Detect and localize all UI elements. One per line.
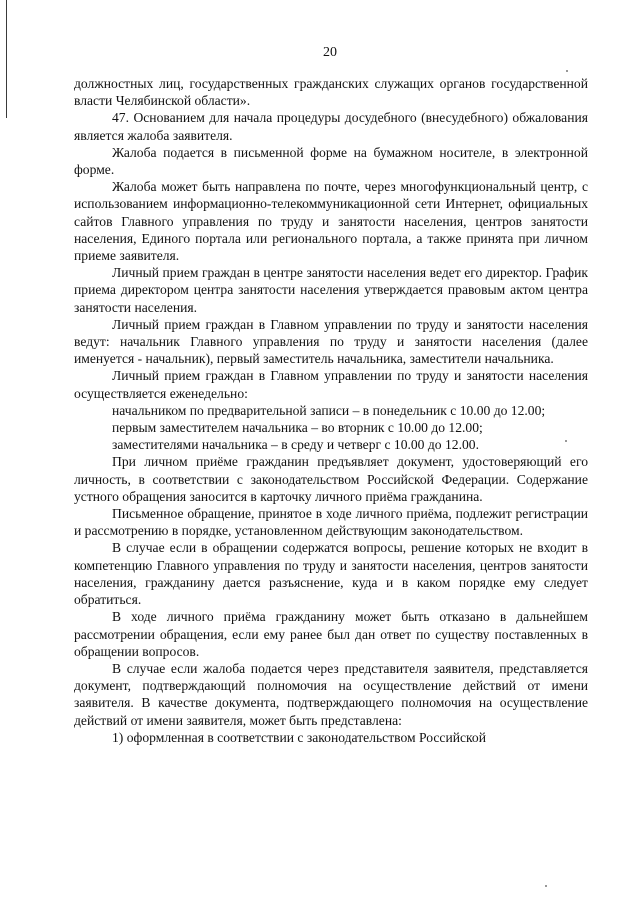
paragraph: Личный прием граждан в Главном управлении по труду и занятости населения ведут: начальник Главного управления по труду и занятости населения (далее именуется - начальник), первый заместитель начальника, заместители начальника. — [74, 316, 588, 367]
paragraph: Письменное обращение, принятое в ходе личного приёма, подлежит регистрации и рассмотрению в порядке, установленном действующим законодательством. — [74, 506, 588, 539]
scan-speck — [545, 885, 547, 887]
paragraph: должностных лиц, государственных гражданских служащих органов государственной власти Челябинской области». — [74, 76, 588, 109]
page-number: 20 — [323, 45, 337, 60]
paragraph: начальником по предварительной записи – в понедельник с 10.00 до 12.00; — [112, 402, 546, 418]
paragraph: первым заместителем начальника – во вторник с 10.00 до 12.00; — [112, 420, 483, 436]
paragraph: При личном приёме гражданин предъявляет документ, удостоверяющий его личность, в соответствии с законодательством Российской Федерации. Содержание устного обращения заносится в карточку личного приёма гражданина. — [74, 454, 588, 504]
paragraph: 47. Основанием для начала процедуры досудебного (внесудебного) обжалования является жалоба заявителя. — [74, 110, 588, 143]
paragraph: В ходе личного приёма гражданину может быть отказано в дальнейшем рассмотрении обращения, если ему ранее был дан ответ по существу поставленных в обращении вопросов. — [74, 609, 588, 659]
paragraph: В случае если в обращении содержатся вопросы, решение которых не входит в компетенцию Главного управления по труду и занятости населения, центров занятости населения, гражданину дается разъяснение, куда и в каком порядке ему следует обратиться. — [74, 540, 588, 608]
document-body — [74, 75, 588, 746]
scan-speck — [566, 70, 568, 72]
paragraph: Жалоба может быть направлена по почте, через многофункциональный центр, с использованием информационно-телекоммуникационной сети Интернет, официальных сайтов Главного управления по труду и занятости населения, центров занятости населения, Единого портала или регионального портала, а также принята при личном приеме заявителя. — [74, 179, 588, 264]
paragraph: В случае если жалоба подается через представителя заявителя, представляется документ, подтверждающий полномочия на осуществление действий от имени заявителя. В качестве документа, подтверждающего полномочия на осуществление действий от имени заявителя, может быть представлена: — [74, 660, 588, 728]
paragraph: Личный прием граждан в центре занятости населения ведет его директор. График приема директором центра занятости населения утверждается правовым актом центра занятости населения. — [74, 265, 588, 315]
paragraph: Личный прием граждан в Главном управлении по труду и занятости населения осуществляется еженедельно: — [74, 368, 588, 401]
paragraph: заместителями начальника – в среду и четверг с 10.00 до 12.00. — [112, 437, 479, 453]
paragraph: Жалоба подается в письменной форме на бумажном носителе, в электронной форме. — [74, 144, 588, 178]
paragraph: 1) оформленная в соответствии с законодательством Российской — [112, 729, 487, 745]
